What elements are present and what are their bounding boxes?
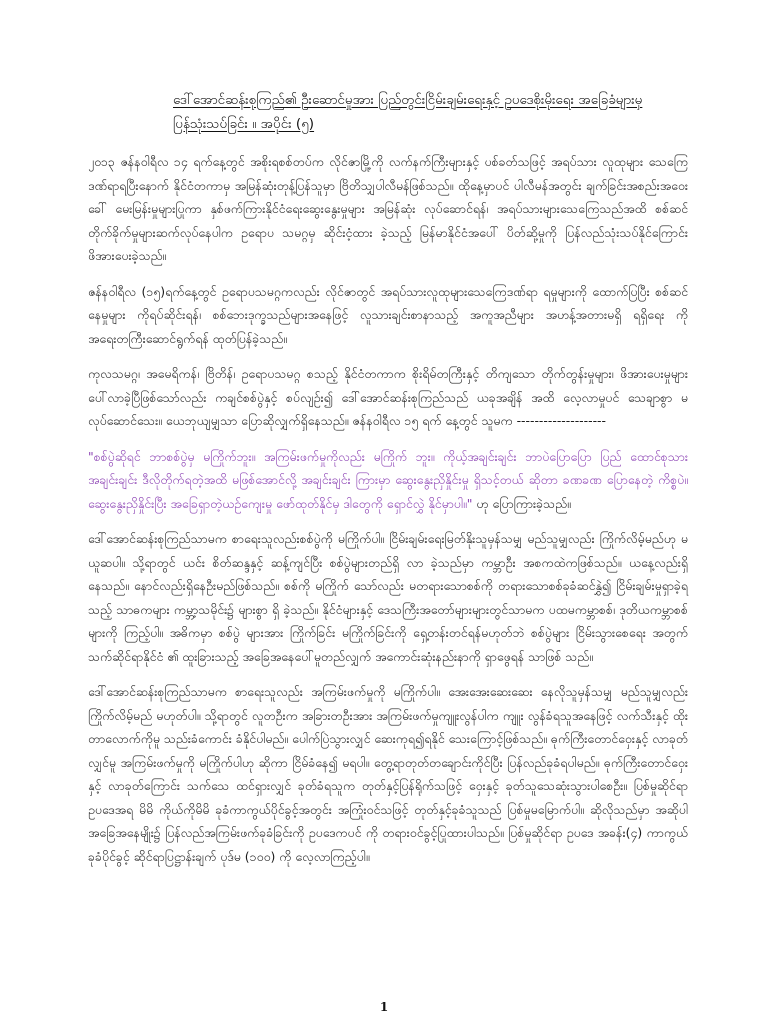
- page-number: 1: [379, 1000, 389, 1014]
- paragraph-4: ဒေါ်အောင်ဆန်းစုကြည်သာမက စာရေးသူလည်းစစ်ပွဲကို မကြိုက်ပါ။ ငြိမ်းချမ်းရေးမြတ်နိုးသူမှန်သမျှ မည်သူမျှလည်း ကြိုက်လိမ့်မည်ဟု မယူဆပါ။ သို့ရာတွင် ယင်း စိတ်ဆန္ဒနှင့် ဆန့်ကျင်ပြီး စစ်ပွဲများတည်ရှိ လာ ခဲ့သည်မှာ ကမ္ဘာဦး အစကထဲကဖြစ်သည်။ ယနေ့လည်းရှိနေသည်။ နောင်လည်းရှိနေဦးမည်ဖြစ်သည်။ စစ်ကို မကြိုက် သော်လည်း မတရားသောစစ်ကို တရားသောစစ်ခုခံဆင်နွှဲ၍ ငြိမ်းချမ်းမှုရှာခဲ့ရသည့် သာဓကများ ကမ္ဘာ့သမိုင်း၌ များစွာ ရှိ ခဲ့သည်။ နိုင်ငံများနှင့် ဒေသကြီးအတော်များများတွင်သာမက ပထမကမ္ဘာစစ်၊ ဒုတိယကမ္ဘာစစ်များကို ကြည့်ပါ။ အဓိကမှာ စစ်ပွဲ များအား ကြိုက်ခြင်း မကြိုက်ခြင်းကို ရှေ့တန်းတင်ရန်မဟုတ်ဘဲ စစ်ပွဲများ ငြိမ်းသွားစေရေး အတွက် သက်ဆိုင်ရာနိုင်ငံ ၏ ထူးခြားသည့် အခြေအနေပေါ်မူတည်လျှက် အကောင်းဆုံးနည်းနာကို ရှာဖွေရန် သာဖြစ် သည်။: [88, 531, 688, 664]
- quote-text: "စစ်ပွဲဆိုရင် ဘာစစ်ပွဲမှ မကြိုက်ဘူး။ အကြမ်းဖက်မှုကိုလည်း မကြိုက် ဘူး။ ကိုယ့်အချင်းချင်း ဘာပဲပြောပြော ပြည် ထောင်စုသား အချင်းချင်း ဒီလိုတိုက်ရတဲ့အထိ မဖြစ်အောင်လို့ အချင်းချင်း ကြားမှာ ဆွေးနွေးညှိနှိုင်းမှု ရှိသင့်တယ် ဆိုတာ ခဏခဏ ပြောနေတဲ့ ကိစ္စပဲ။ ဆွေးနွေးညှိနှိုင်းပြီး အခြေရှာတဲ့ယဉ်ကျေးမှု ဖော်ထုတ်နိုင်မှ ဒါတွေကို ရှောင်လွှဲ နိုင်မှာပါ။": [88, 448, 688, 511]
- document-page: [88, 88, 688, 880]
- quote-attribution: ဟု ပြောကြားခဲ့သည်။: [472, 495, 571, 511]
- paragraph-1: ၂၀၁၃ ဇန်နဝါရီလ ၁၄ ရက်နေ့တွင် အစိုးရစစ်တပ်က လိုင်ဇာမြို့ကို လက်နက်ကြီးများနှင့် ပစ်ခတ်သဖြင့် အရပ်သား လူထုများ သေကြေဒဏ်ရာရပြီးနောက် နိုင်ငံတကာမှ အမြန်ဆုံးတုန့်ပြန်သူမှာ ဗြိတိသျှပါလီမန်ဖြစ်သည်။ ထိုနေ့မှာပင် ပါလီမန်အတွင်း ချက်ခြင်းအစည်းအဝေးခေါ် မေးမြန်းမှုများပြုကာ နှစ်ဖက်ကြားနိုင်ငံရေးဆွေးနွေးမှုများ အမြန်ဆုံး လုပ်ဆောင်ရန်၊ အရပ်သားများသေကြေသည်အထိ စစ်ဆင်တိုက်ခိုက်မှုများဆက်လုပ်နေပါက ဥရောပ သမဂ္ဂမှ ဆိုင်းငံ့ထား ခဲ့သည့် မြန်မာနိုင်ငံအပေါ် ပိတ်ဆို့မှုကို ပြန်လည်သုံးသပ်နိုင်ကြောင်း ဖိအားပေးခဲ့သည်။: [88, 154, 688, 263]
- title-line-1: ဒေါ်အောင်ဆန်းစုကြည်၏ ဦးဆောင်မှုအား ပြည်တွင်းငြိမ်းချမ်းရေးနှင့် ဥပဒေစိုးမိုးရေး အခြေခံများမှ: [173, 92, 643, 108]
- document-title: [173, 88, 643, 136]
- quote-paragraph: [88, 445, 688, 516]
- title-line-2: ပြန်သုံးသပ်ခြင်း ။ အပိုင်း (၅): [173, 116, 315, 132]
- paragraph-3: ကုလသမဂ္ဂ၊ အမေရိကန်၊ ဗြိတိန်၊ ဥရောပသမဂ္ဂ စသည့် နိုင်ငံတကာက စိုးရိမ်တကြီးနှင့် တိကျသော တိုက်တွန်းမှုများ၊ ဖိအားပေးမှုများ ပေါ်လာခဲ့ပြီဖြစ်သော်လည်း ကချင်စစ်ပွဲနှင့် စပ်လျဉ်း၍ ဒေါ်အောင်ဆန်းစုကြည်သည် ယခုအချိန် အထိ လေ့လာမှုပင် သေချာစွာ မလုပ်ဆောင်သေး။ ယေဘုယျမျှသာ ပြောဆိုလျှက်ရှိနေသည်။ ဇန်နဝါရီလ ၁၅ ရက် နေ့တွင် သူမက --------------------: [88, 366, 688, 428]
- paragraph-2: ဇန်နဝါရီလ (၁၅)ရက်နေ့တွင် ဥရောပသမဂ္ဂကလည်း လိုင်ဇာတွင် အရပ်သားလူထုများသေကြေဒဏ်ရာ ရမှုများကို ထောက်ပြပြီး စစ်ဆင်နေမှုများ ကိုရပ်ဆိုင်းရန်၊ စစ်ဘေးဒုက္ခသည်များအနေဖြင့် လူသားချင်းစာနာသည့် အကူအညီများ အဟန့်အတားမရှိ ရရှိရေး ကို အရေးတကြီးဆောင်ရွက်ရန် ထုတ်ပြန်ခဲ့သည်။: [88, 283, 688, 346]
- paragraph-5: ဒေါ်အောင်ဆန်းစုကြည်သာမက စာရေးသူလည်း အကြမ်းဖက်မှုကို မကြိုက်ပါ။ အေးအေးဆေးဆေး နေလိုသူမှန်သမျှ မည်သူမျှလည်း ကြိုက်လိမ့်မည် မဟုတ်ပါ။ သို့ရာတွင် လူတဦးက အခြားတဦးအား အကြမ်းဖက်မှုကျူးလွန်ပါက ကျူး လွန်ခံရသူအနေဖြင့် လက်သီးနှင့် ထိုးတာလောက်ကိုမူ သည်းခံကောင်း ခံနိုင်ပါမည်။ ပေါက်ပြဲသွားလျှင် ဆေးကုရ၍ရနိုင် သေးကြောင့်ဖြစ်သည်။ ဓုက်ကြီးတောင်ဝှေးနှင့် လာခုတ်လျှင်မူ အကြမ်းဖက်မှုကို မကြိုက်ပါဟု ဆိုကာ ငြိမ်ခံနေ၍ မရပါ။ တွေ့ရာတုတ်တချောင်းကိုင်ပြီး ပြန်လည်ခုခံရပါမည်။ ဓုက်ကြီးတောင်ဝှေး နှင့် လာခုတ်ကြောင်း သက်သေ ထင်ရှားလျှင် ခုတ်ခံရသူက တုတ်နှင့်ပြန်ရိုက်သဖြင့် ဝှေးနှင့် ခုတ်သူသေဆုံးသွားပါစေဦး။ ပြစ်မှုဆိုင်ရာဥပဒေအရ မိမိ ကိုယ်ကိုမိမိ ခုခံကာကွယ်ပိုင်ခွင့်အတွင်း အကြုံးဝင်သဖြင့် တုတ်နှင့်ခုခံသူသည် ပြစ်မှုမမြောက်ပါ။ ဆိုလိုသည်မှာ အဆိုပါ အခြေအနေမျိုး၌ ပြန်လည်အကြမ်းဖက်ခုခံခြင်းကို ဥပဒေကပင် ကို တရားဝင်ခွင့်ပြုထားပါသည်။ ပြစ်မှုဆိုင်ရာ ဥပဒေ အခန်း(၄) ကာကွယ်ခုခံပိုင်ခွင့် ဆိုင်ရာပြဋ္ဌာန်းချက် ပုဒ်မ (၁၀၀) ကို လေ့လာကြည့်ပါ။: [88, 684, 688, 864]
